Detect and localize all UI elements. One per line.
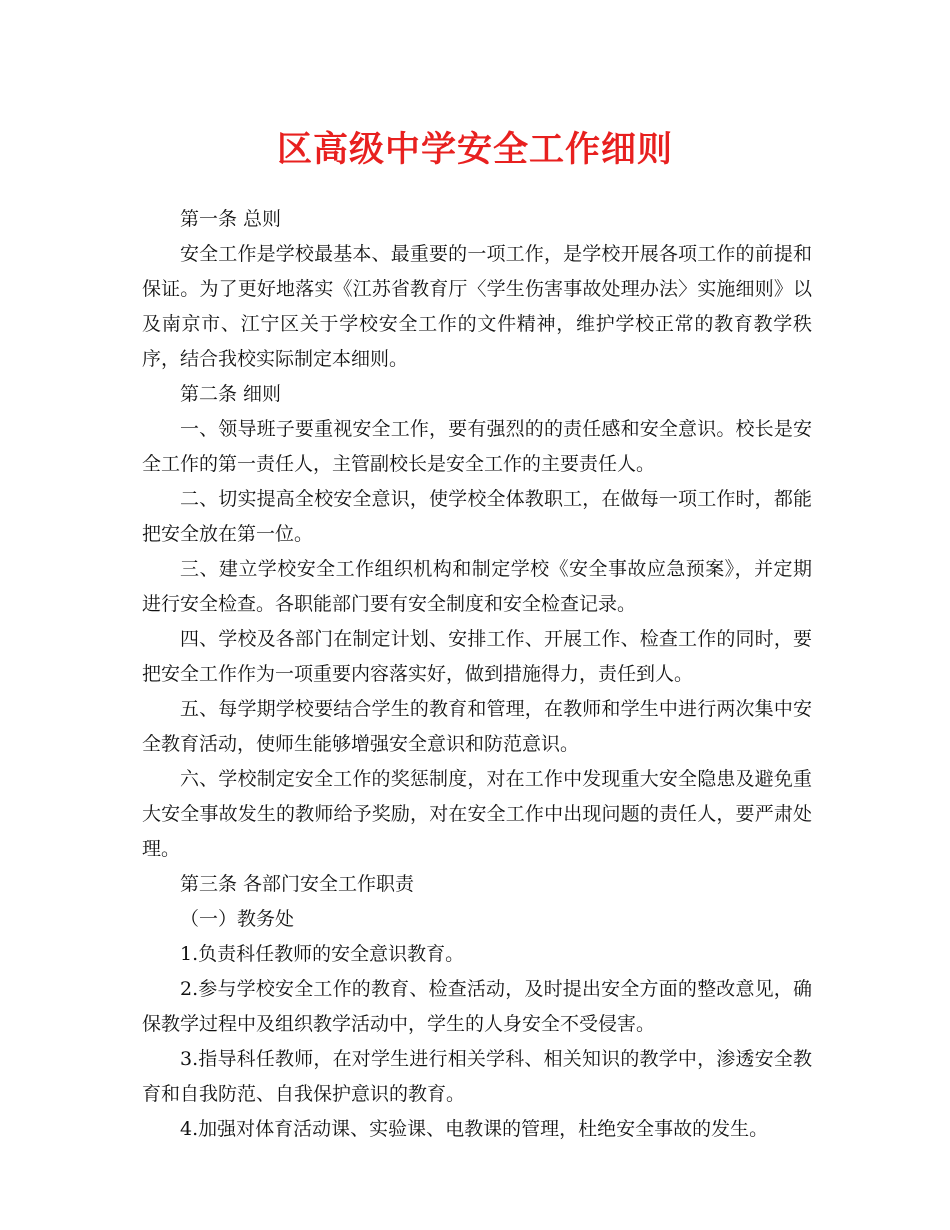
document-body [142, 202, 812, 1147]
list-item: 1.负责科任教师的安全意识教育。 [180, 943, 465, 965]
document-title: 区高级中学安全工作细则 [276, 129, 673, 170]
paragraph: 安全工作是学校最基本、最重要的一项工作，是学校开展各项工作的前提和保证。为了更好地落实《江苏省教育厅〈学生伤害事故处理办法〉实施细则》以及南京市、江宁区关于学校安全工作的文件精神，维护学校正常的教育教学秩序，结合我校实际制定本细则。 [142, 243, 812, 370]
paragraph: 三、建立学校安全工作组织机构和制定学校《安全事故应急预案》，并定期进行安全检查。各职能部门要有安全制度和安全检查记录。 [142, 558, 812, 615]
article-heading: 第二条 细则 [180, 383, 282, 405]
paragraph: 六、学校制定安全工作的奖惩制度，对在工作中发现重大安全隐患及避免重大安全事故发生的教师给予奖励，对在安全工作中出现问题的责任人，要严肃处理。 [142, 768, 812, 860]
article-heading: 第三条 各部门安全工作职责 [180, 873, 415, 895]
article-heading: 第一条 总则 [180, 208, 282, 230]
list-item: 4.加强对体育活动课、实验课、电教课的管理，杜绝安全事故的发生。 [180, 1118, 769, 1140]
list-item: 2.参与学校安全工作的教育、检查活动，及时提出安全方面的整改意见，确保教学过程中及组织教学活动中，学生的人身安全不受侵害。 [142, 978, 812, 1035]
paragraph: 四、学校及各部门在制定计划、安排工作、开展工作、检查工作的同时，要把安全工作作为一项重要内容落实好，做到措施得力，责任到人。 [142, 628, 812, 685]
list-item: 3.指导科任教师，在对学生进行相关学科、相关知识的教学中，渗透安全教育和自我防范、自我保护意识的教育。 [142, 1048, 812, 1105]
paragraph: 五、每学期学校要结合学生的教育和管理，在教师和学生中进行两次集中安全教育活动，使师生能够增强安全意识和防范意识。 [142, 698, 812, 755]
section-heading: （一）教务处 [180, 908, 295, 930]
paragraph: 二、切实提高全校安全意识，使学校全体教职工，在做每一项工作时，都能把安全放在第一位。 [142, 488, 812, 545]
paragraph: 一、领导班子要重视安全工作，要有强烈的的责任感和安全意识。校长是安全工作的第一责任人，主管副校长是安全工作的主要责任人。 [142, 418, 812, 475]
